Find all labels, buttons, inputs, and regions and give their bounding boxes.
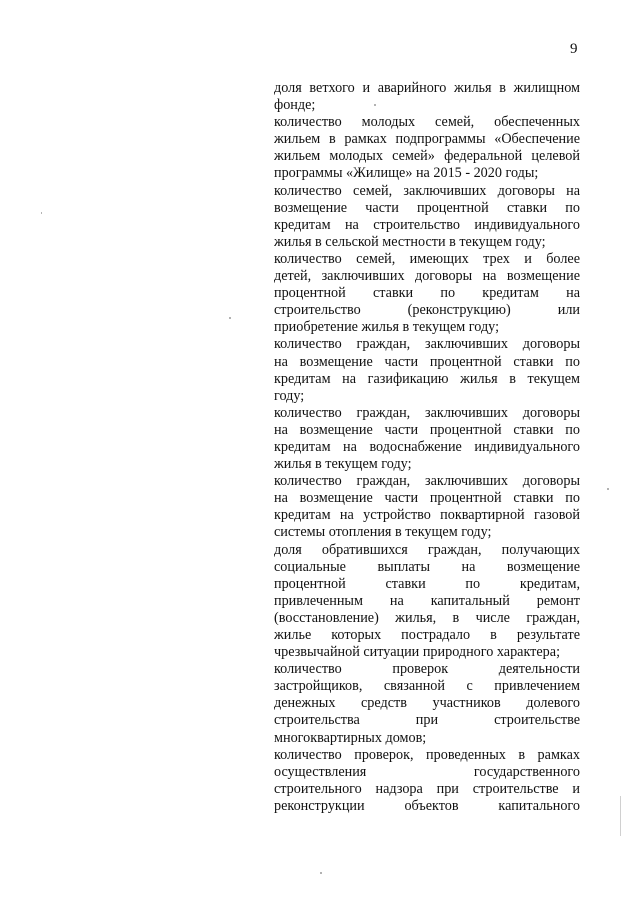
text-line: доля ветхого и аварийного жилья в жилищном <box>274 80 580 96</box>
text-line: строительство (реконструкцию) или <box>274 302 580 319</box>
text-line: денежных средств участников долевого <box>274 695 580 712</box>
text-line: осуществления государственного <box>274 763 580 780</box>
text-line: фонде; <box>274 97 316 114</box>
text-line: жильем молодых семей» федеральной целевой <box>274 148 580 165</box>
text-line: строительства при строительстве <box>274 712 580 729</box>
scan-speck <box>41 212 42 214</box>
text-line: приобретение жилья в текущем году; <box>274 319 500 336</box>
scan-speck <box>374 104 376 106</box>
text-line: количество граждан, заключивших договоры <box>274 336 580 353</box>
text-line: строительного надзора при строительстве и <box>274 780 580 797</box>
text-line: количество граждан, заключивших договоры <box>274 404 580 421</box>
text-line: жилье которых пострадало в результате <box>274 627 580 643</box>
text-line: году; <box>274 387 305 404</box>
text-line: количество проверок деятельности <box>274 661 580 678</box>
text-line: кредитам на газификацию жилья в текущем <box>274 370 580 387</box>
text-line: процентной ставки по кредитам на <box>274 285 580 302</box>
scan-speck <box>229 317 231 319</box>
text-line: на возмещение части процентной ставки по <box>274 490 580 507</box>
text-line: возмещение части процентной ставки по <box>274 199 580 216</box>
scan-speck <box>620 796 621 836</box>
page-number: 9 <box>570 41 578 57</box>
text-line: системы отопления в текущем году; <box>274 524 492 541</box>
text-line: кредитам на водоснабжение индивидуального <box>274 438 580 455</box>
text-line: количество семей, имеющих трех и более <box>274 250 580 267</box>
document-body <box>274 80 580 815</box>
text-line: процентной ставки по кредитам, <box>274 575 580 592</box>
text-line: застройщиков, связанной с привлечением <box>274 678 580 695</box>
text-line: на возмещение части процентной ставки по <box>274 421 580 438</box>
text-line: (восстановление) жилья, в числе граждан, <box>274 609 580 626</box>
text-line: жилья в сельской местности в текущем году; <box>274 233 546 250</box>
text-line: количество проверок, проведенных в рамках <box>274 746 580 763</box>
text-line: на возмещение части процентной ставки по <box>274 353 580 370</box>
scan-speck <box>607 488 609 490</box>
text-line: количество молодых семей, обеспеченных <box>274 114 580 131</box>
text-line: жилья в текущем году; <box>274 456 412 473</box>
text-line: доля обратившихся граждан, получающих <box>274 541 580 558</box>
text-line: реконструкции объектов капитального <box>274 797 580 814</box>
text-line: детей, заключивших договоры на возмещение <box>274 268 580 285</box>
scan-speck <box>320 872 322 874</box>
text-line: кредитам на устройство поквартирной газовой <box>274 507 580 524</box>
text-line: количество семей, заключивших договоры на <box>274 182 580 199</box>
text-line: социальные выплаты на возмещение <box>274 558 580 575</box>
text-line: привлеченным на капитальный ремонт <box>274 592 580 609</box>
text-line: чрезвычайной ситуации природного характера; <box>274 644 561 661</box>
text-line: количество граждан, заключивших договоры <box>274 473 580 490</box>
text-line: жильем в рамках подпрограммы «Обеспечение <box>274 131 580 148</box>
text-line: программы «Жилище» на 2015 - 2020 годы; <box>274 165 539 182</box>
text-line: многоквартирных домов; <box>274 729 427 746</box>
text-line: кредитам на строительство индивидуального <box>274 216 580 233</box>
